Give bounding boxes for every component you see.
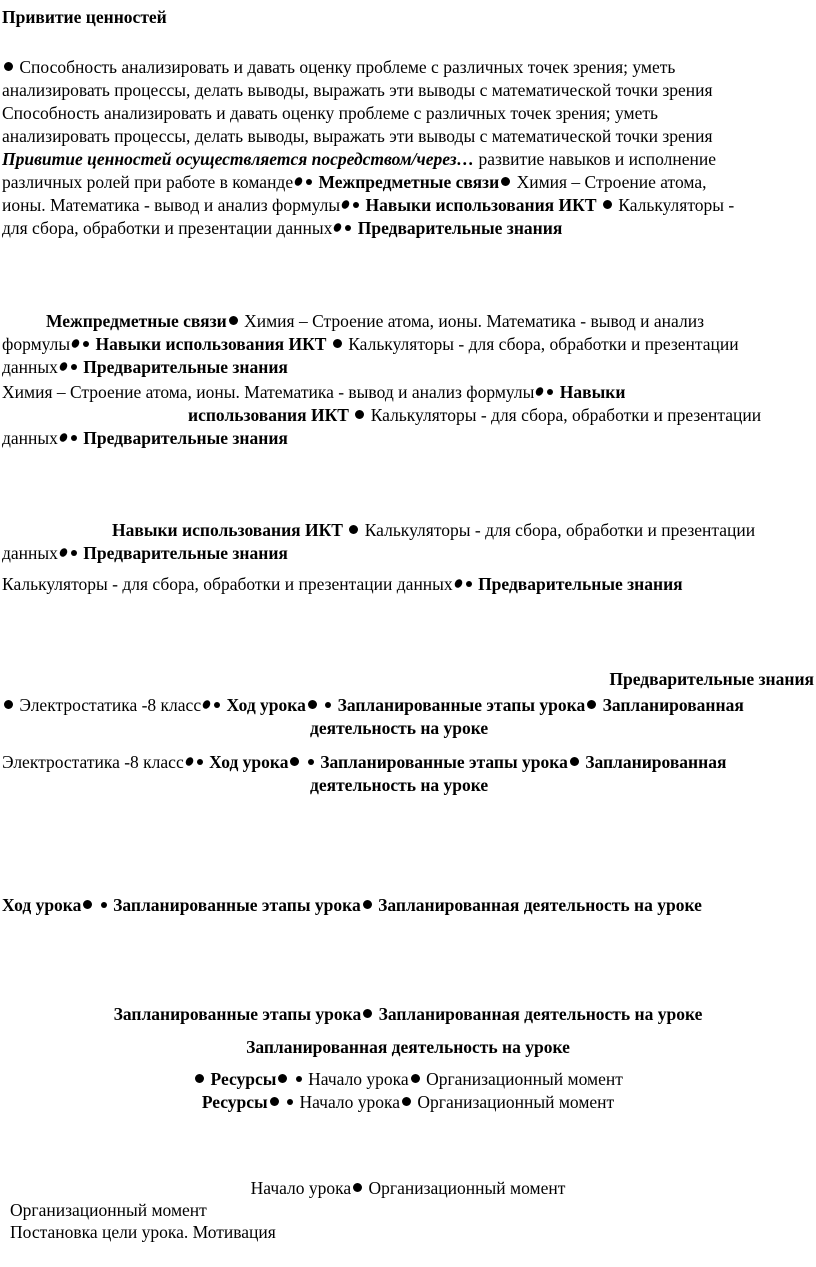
bullet-icon [363,900,372,909]
lesson-start-line: Начало урока Организационный момент [250,1178,566,1198]
bullet-icon [363,1009,372,1018]
bullet-icon [70,338,81,349]
bullet-icon [353,1183,362,1192]
bullet-icon [308,759,314,765]
bullet-icon [535,386,546,397]
bullet-icon [83,900,92,909]
bullet-icon [71,435,77,441]
bullet-icon [58,547,69,558]
calculators-line: Калькуляторы - для сбора, обработки и презентации данных Предварительные знания [2,574,683,594]
interdisciplinary-block: Межпредметные связи Химия – Строение атома, ионы. Математика - вывод и анализ формулы Навыки использования ИКТ Калькуляторы - для сбора, обработки и презентации данных Предварительные знания [2,311,739,377]
competence-paragraph-1: Способность анализировать и давать оценку проблеме с различных точек зрения; уметь анализировать процессы, делать выводы, выражать эти выводы с математической точки зрения [2,57,713,100]
bullet-icon [71,364,77,370]
bullet-icon [4,700,13,709]
bullet-icon [353,202,359,208]
bullet-icon [333,222,344,233]
course-line: Ход урока Запланированные этапы урока Запланированная деятельность на уроке [2,895,702,915]
bullet-icon [287,1099,293,1105]
prior-knowledge-heading: Предварительные знания [609,669,814,689]
bullet-icon [570,757,579,766]
bullet-icon [402,1097,411,1106]
bullet-icon [83,341,89,347]
resources-lines: Ресурсы Начало урока Организационный момент Ресурсы Начало урока Организационный момент [2,1068,814,1114]
bullet-icon [197,759,203,765]
ict-block: Навыки использования ИКТ Калькуляторы - для сбора, обработки и презентации данных Предварительные знания [2,520,756,563]
bullet-icon [306,179,312,185]
bullet-icon [453,578,464,589]
bullet-icon [195,1074,204,1083]
bullet-icon [308,700,317,709]
bullet-icon [71,550,77,556]
bullet-icon [278,1074,287,1083]
chemistry-block: Химия – Строение атома, ионы. Математика - вывод и анализ формулы Навыки использования ИКТ Калькуляторы - для сбора, обработки и презентации данных Предварительные знания [2,382,762,448]
lesson-goal-line: Постановка цели урока. Мотивация [10,1222,276,1242]
page-heading: Привитие ценностей [2,7,167,27]
bullet-icon [587,700,596,709]
bullet-icon [229,316,238,325]
bullet-icon [325,702,331,708]
values-paragraph: Привитие ценностей осуществляется посредством/через… развитие навыков и исполнение различных ролей при работе в команде Межпредметные связи Химия – Строение атома, ионы. Математика - вывод и анализ формулы Навыки использования ИКТ Калькуляторы - для сбора, обработки и презентации данных Предварительные знания [2,149,735,238]
bullet-icon [296,1076,302,1082]
electrostatics-block-2: Электростатика -8 класс Ход урока Запланированные этапы урока Запланированная деятельность на уроке [2,752,727,795]
competence-paragraph-2: Способность анализировать и давать оценку проблеме с различных точек зрения; уметь анализировать процессы, делать выводы, выражать эти выводы с математической точки зрения [2,103,713,146]
bullet-icon [214,702,220,708]
bullet-icon [290,757,299,766]
bullet-icon [101,902,107,908]
bullet-icon [4,62,13,71]
bullet-icon [355,410,364,419]
planned-stages-line: Запланированные этапы урока Запланированная деятельность на уроке [113,1004,703,1024]
bullet-icon [201,699,212,710]
bullet-icon [345,225,351,231]
bullet-icon [58,361,69,372]
bullet-icon [58,432,69,443]
bullet-icon [501,177,510,186]
electrostatics-block-1: Электростатика -8 класс Ход урока Запланированные этапы урока Запланированная деятельность на уроке [2,694,814,740]
bullet-icon [293,176,304,187]
bullet-icon [466,581,472,587]
bullet-icon [603,200,612,209]
bullet-icon [333,339,342,348]
bullet-icon [270,1097,279,1106]
bullet-icon [340,199,351,210]
bullet-icon [411,1074,420,1083]
bullet-icon [184,756,195,767]
bullet-icon [349,525,358,534]
org-moment-line: Организационный момент [10,1200,207,1220]
bullet-icon [547,389,553,395]
planned-activity-heading: Запланированная деятельность на уроке [246,1037,570,1057]
